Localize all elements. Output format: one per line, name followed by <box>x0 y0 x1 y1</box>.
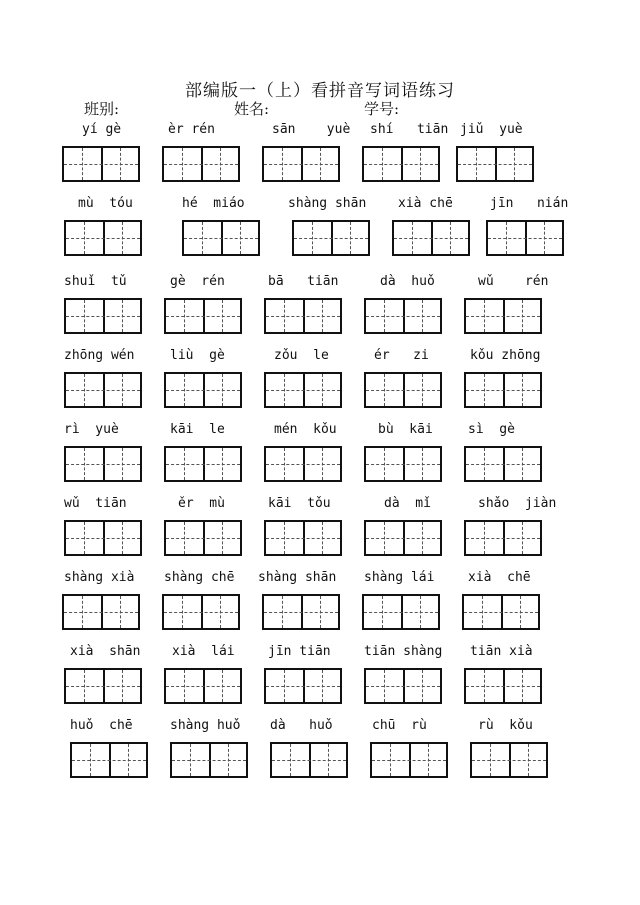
dashed-guide-horizontal <box>458 164 532 165</box>
pinyin-prompt: chū rù <box>372 718 427 733</box>
writing-box[interactable] <box>164 668 242 704</box>
pinyin-prompt: shàng shān <box>288 196 367 211</box>
pinyin-prompt: tiān xià <box>470 644 533 659</box>
pinyin-prompt: zǒu le <box>274 348 329 363</box>
dashed-guide-horizontal <box>66 238 140 239</box>
dashed-guide-horizontal <box>64 612 138 613</box>
dashed-guide-horizontal <box>466 464 540 465</box>
dashed-guide-horizontal <box>166 390 240 391</box>
writing-box[interactable] <box>364 520 442 556</box>
dashed-guide-horizontal <box>366 538 440 539</box>
pinyin-prompt: zhōng wén <box>64 348 135 363</box>
pinyin-prompt: èr rén <box>168 122 215 137</box>
pinyin-prompt: shàng chē <box>164 570 235 585</box>
dashed-guide-horizontal <box>166 686 240 687</box>
dashed-guide-horizontal <box>464 612 538 613</box>
dashed-guide-horizontal <box>466 390 540 391</box>
pinyin-prompt: mén kǒu <box>274 422 337 437</box>
dashed-guide-horizontal <box>66 538 140 539</box>
writing-box[interactable] <box>264 372 342 408</box>
pinyin-prompt: shí tiān <box>370 122 449 137</box>
dashed-guide-horizontal <box>264 612 338 613</box>
dashed-guide-horizontal <box>466 538 540 539</box>
dashed-guide-horizontal <box>366 390 440 391</box>
dashed-guide-horizontal <box>364 164 438 165</box>
writing-box[interactable] <box>292 220 370 256</box>
pinyin-prompt: jiǔ yuè <box>460 122 523 137</box>
writing-box[interactable] <box>464 668 542 704</box>
writing-box[interactable] <box>264 520 342 556</box>
writing-box[interactable] <box>264 668 342 704</box>
writing-box[interactable] <box>62 146 140 182</box>
pinyin-prompt: sì gè <box>468 422 515 437</box>
pinyin-prompt: liù gè <box>170 348 225 363</box>
dashed-guide-horizontal <box>472 760 546 761</box>
writing-box[interactable] <box>262 146 340 182</box>
dashed-guide-horizontal <box>72 760 146 761</box>
dashed-guide-horizontal <box>166 316 240 317</box>
writing-box[interactable] <box>64 668 142 704</box>
writing-box[interactable] <box>164 298 242 334</box>
writing-box[interactable] <box>270 742 348 778</box>
writing-box[interactable] <box>64 298 142 334</box>
writing-box[interactable] <box>362 146 440 182</box>
dashed-guide-horizontal <box>266 538 340 539</box>
student-id-label: 学号: <box>364 100 400 118</box>
writing-box[interactable] <box>470 742 548 778</box>
writing-box[interactable] <box>364 446 442 482</box>
pinyin-prompt: hé miáo <box>182 196 245 211</box>
dashed-guide-horizontal <box>64 164 138 165</box>
writing-box[interactable] <box>162 594 240 630</box>
writing-box[interactable] <box>64 220 142 256</box>
writing-box[interactable] <box>264 446 342 482</box>
pinyin-prompt: ěr mù <box>178 496 225 511</box>
writing-box[interactable] <box>362 594 440 630</box>
dashed-guide-horizontal <box>466 316 540 317</box>
dashed-guide-horizontal <box>394 238 468 239</box>
dashed-guide-horizontal <box>184 238 258 239</box>
dashed-guide-horizontal <box>66 316 140 317</box>
writing-box[interactable] <box>64 446 142 482</box>
pinyin-prompt: dà mǐ <box>384 496 431 511</box>
pinyin-prompt: dà huǒ <box>270 718 333 733</box>
dashed-guide-horizontal <box>372 760 446 761</box>
writing-box[interactable] <box>64 520 142 556</box>
dashed-guide-horizontal <box>488 238 562 239</box>
pinyin-prompt: tiān shàng <box>364 644 443 659</box>
writing-box[interactable] <box>264 298 342 334</box>
writing-box[interactable] <box>170 742 248 778</box>
pinyin-prompt: shàng shān <box>258 570 337 585</box>
dashed-guide-horizontal <box>172 760 246 761</box>
pinyin-prompt: rù kǒu <box>478 718 533 733</box>
pinyin-prompt: jīn nián <box>490 196 569 211</box>
dashed-guide-horizontal <box>164 164 238 165</box>
writing-box[interactable] <box>392 220 470 256</box>
writing-box[interactable] <box>70 742 148 778</box>
dashed-guide-horizontal <box>266 686 340 687</box>
pinyin-prompt: xià shān <box>70 644 141 659</box>
dashed-guide-horizontal <box>366 686 440 687</box>
pinyin-prompt: shuǐ tǔ <box>64 274 127 289</box>
pinyin-prompt: wǔ tiān <box>64 496 127 511</box>
pinyin-prompt: huǒ chē <box>70 718 133 733</box>
dashed-guide-horizontal <box>366 316 440 317</box>
dashed-guide-horizontal <box>466 686 540 687</box>
writing-box[interactable] <box>370 742 448 778</box>
pinyin-prompt: kǒu zhōng <box>470 348 541 363</box>
dashed-guide-horizontal <box>364 612 438 613</box>
writing-box[interactable] <box>364 372 442 408</box>
dashed-guide-horizontal <box>272 760 346 761</box>
dashed-guide-horizontal <box>66 464 140 465</box>
pinyin-prompt: xià chē <box>398 196 453 211</box>
name-label: 姓名: <box>234 100 270 118</box>
writing-box[interactable] <box>164 446 242 482</box>
dashed-guide-horizontal <box>166 538 240 539</box>
pinyin-prompt: bā tiān <box>268 274 339 289</box>
writing-box[interactable] <box>164 520 242 556</box>
writing-box[interactable] <box>462 594 540 630</box>
dashed-guide-horizontal <box>164 612 238 613</box>
pinyin-prompt: dà huǒ <box>380 274 435 289</box>
writing-box[interactable] <box>62 594 140 630</box>
pinyin-prompt: sān yuè <box>272 122 351 137</box>
pinyin-prompt: gè rén <box>170 274 225 289</box>
writing-box[interactable] <box>262 594 340 630</box>
writing-box[interactable] <box>464 446 542 482</box>
pinyin-prompt: xià lái <box>172 644 235 659</box>
dashed-guide-horizontal <box>294 238 368 239</box>
writing-box[interactable] <box>364 668 442 704</box>
pinyin-prompt: xià chē <box>468 570 531 585</box>
dashed-guide-horizontal <box>266 390 340 391</box>
pinyin-prompt: yí gè <box>82 122 122 137</box>
pinyin-prompt: jīn tiān <box>268 644 331 659</box>
writing-box[interactable] <box>456 146 534 182</box>
pinyin-prompt: shàng lái <box>364 570 435 585</box>
dashed-guide-horizontal <box>366 464 440 465</box>
pinyin-prompt: kāi le <box>170 422 225 437</box>
writing-box[interactable] <box>164 372 242 408</box>
writing-box[interactable] <box>464 298 542 334</box>
writing-box[interactable] <box>464 372 542 408</box>
dashed-guide-horizontal <box>66 686 140 687</box>
pinyin-prompt: bù kāi <box>378 422 433 437</box>
dashed-guide-horizontal <box>264 164 338 165</box>
pinyin-prompt: shàng huǒ <box>170 718 241 733</box>
dashed-guide-horizontal <box>266 316 340 317</box>
page-title: 部编版一（上）看拼音写词语练习 <box>185 81 455 101</box>
dashed-guide-horizontal <box>266 464 340 465</box>
class-label: 班别: <box>84 100 120 118</box>
writing-box[interactable] <box>364 298 442 334</box>
writing-box[interactable] <box>464 520 542 556</box>
pinyin-prompt: shǎo jiàn <box>478 496 557 511</box>
pinyin-prompt: wǔ rén <box>478 274 549 289</box>
writing-box[interactable] <box>182 220 260 256</box>
pinyin-prompt: kāi tǒu <box>268 496 331 511</box>
writing-box[interactable] <box>64 372 142 408</box>
writing-box[interactable] <box>162 146 240 182</box>
dashed-guide-horizontal <box>166 464 240 465</box>
pinyin-prompt: rì yuè <box>64 422 119 437</box>
dashed-guide-horizontal <box>66 390 140 391</box>
pinyin-prompt: mù tóu <box>78 196 133 211</box>
pinyin-prompt: ér zi <box>374 348 429 363</box>
writing-box[interactable] <box>486 220 564 256</box>
pinyin-prompt: shàng xià <box>64 570 135 585</box>
